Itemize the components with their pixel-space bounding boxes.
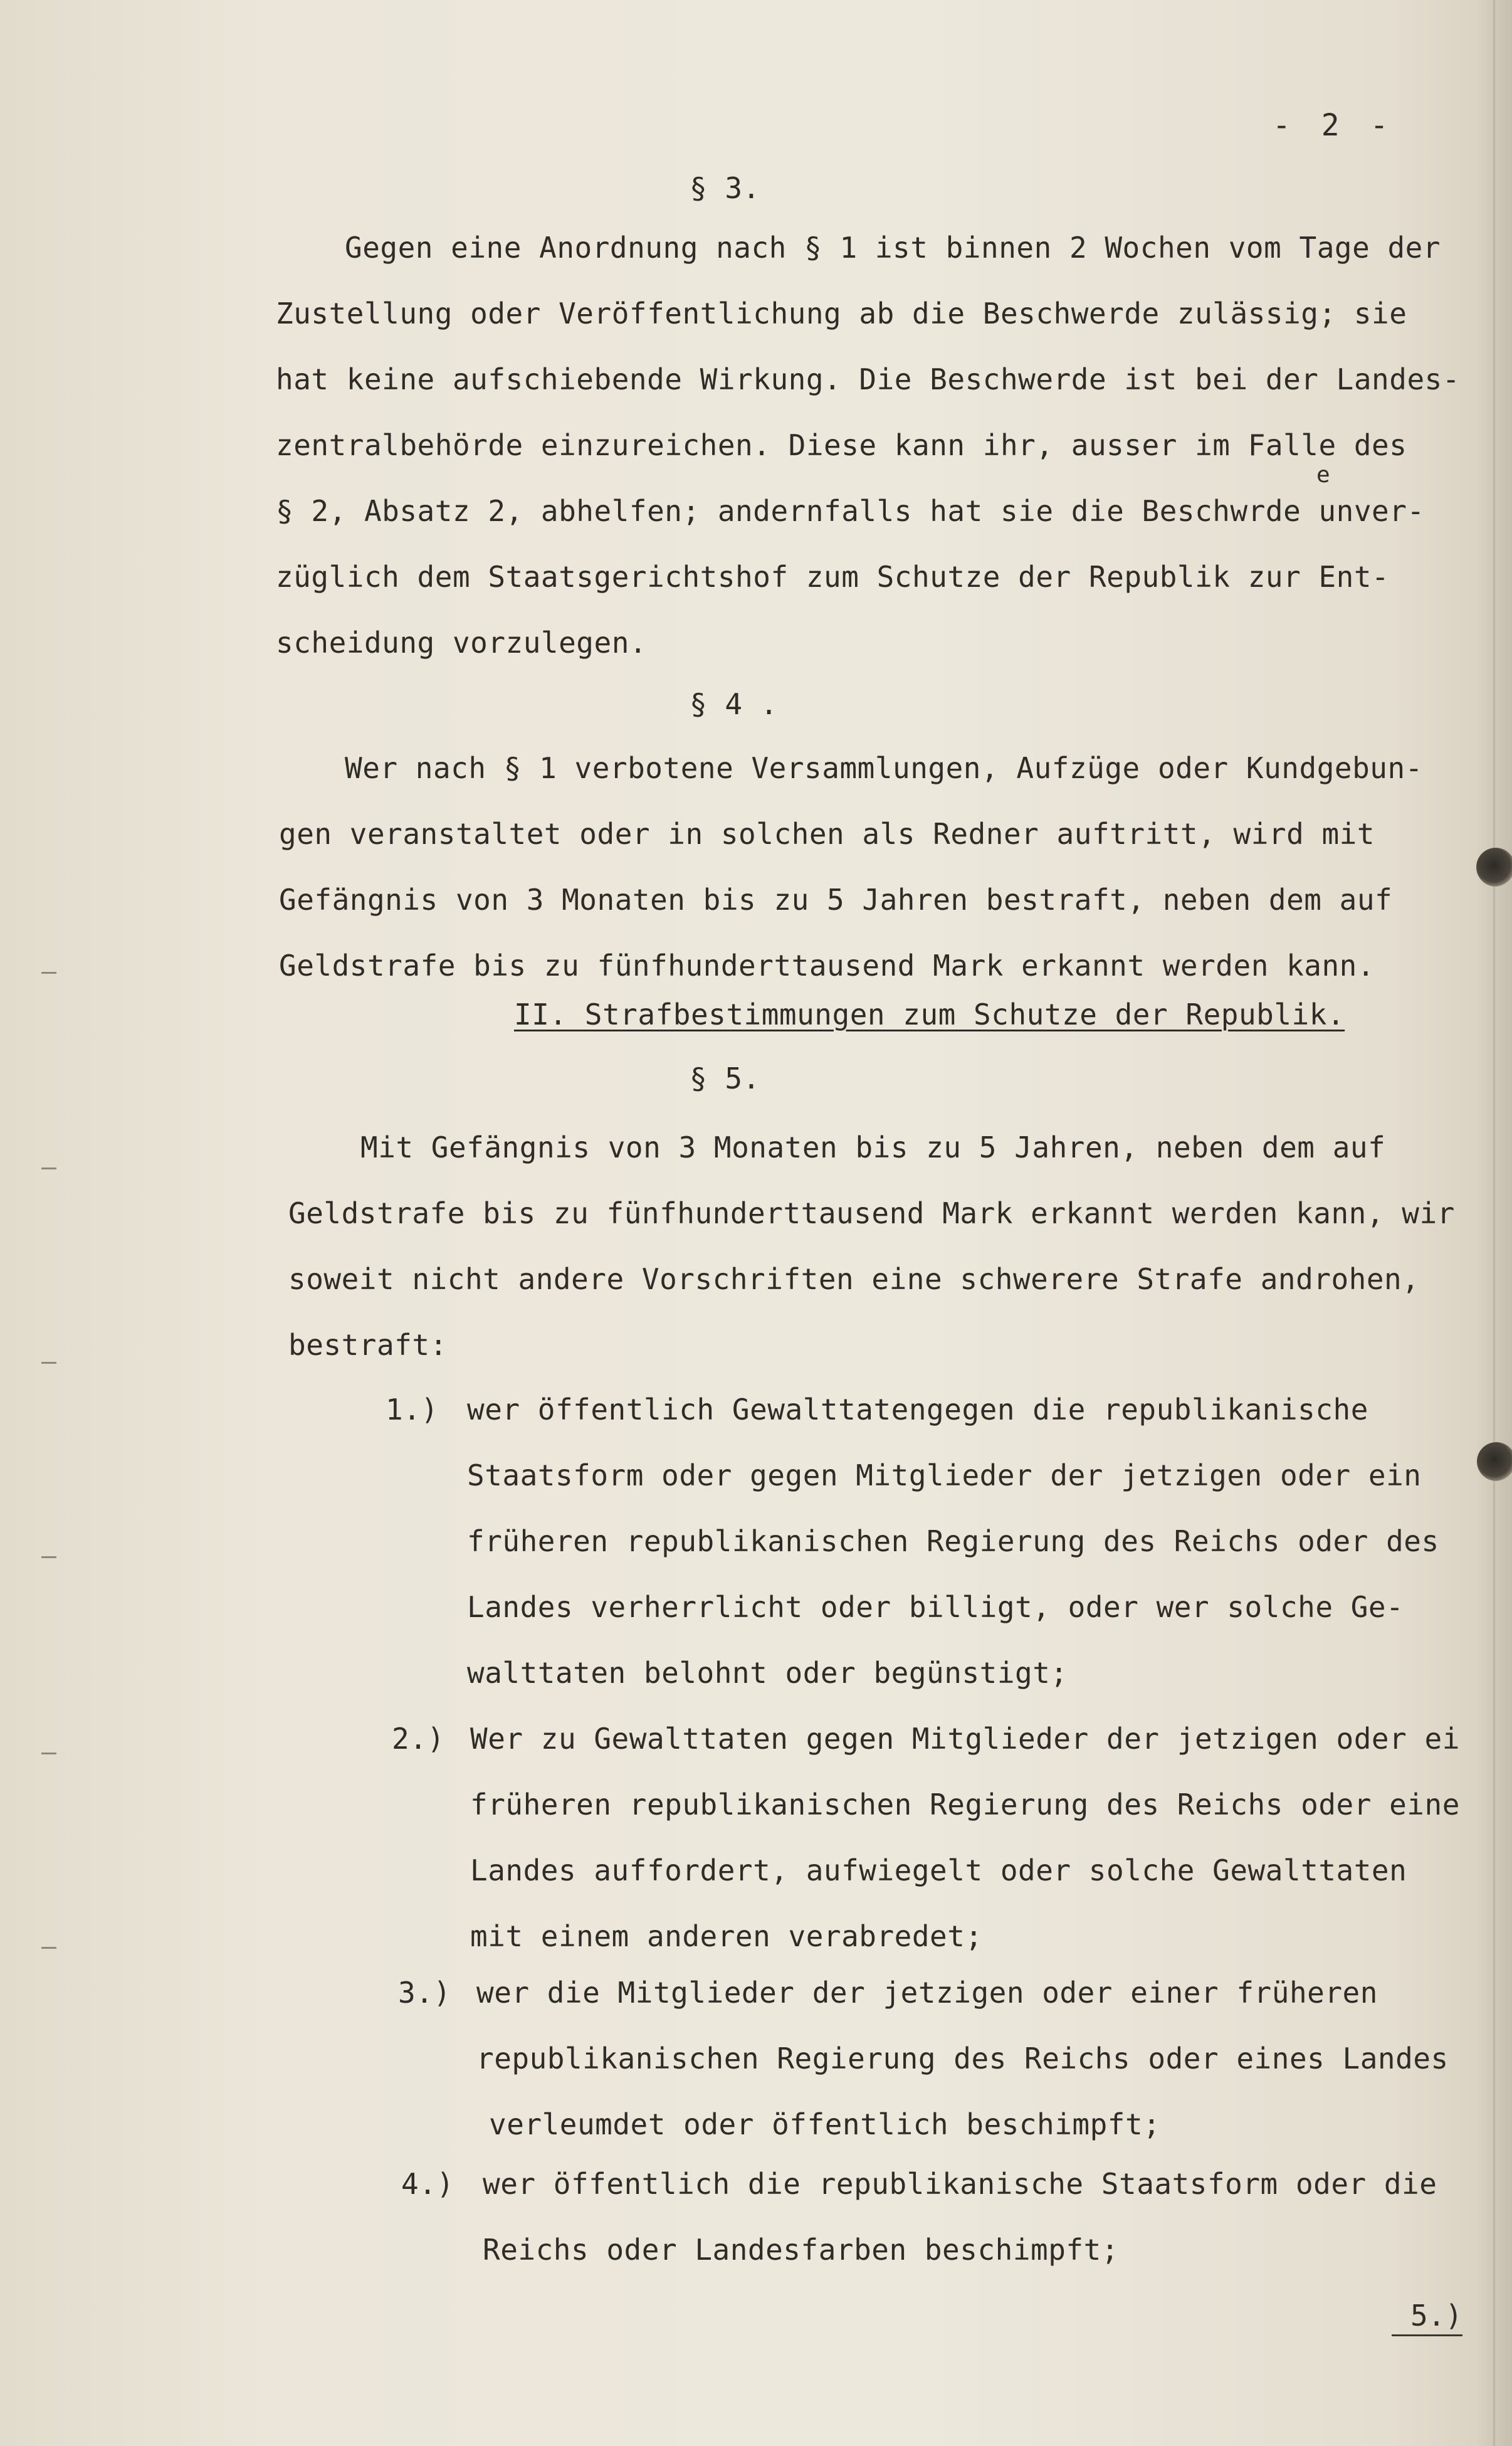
item-line: Landes auffordert, aufwiegelt oder solche Gewalttaten (470, 1853, 1407, 1887)
page-number: - 2 - (1273, 108, 1395, 143)
item-number: 4.) (401, 2167, 454, 2201)
item-line: verleumdet oder öffentlich beschimpft; (489, 2107, 1161, 2141)
item-line: Reichs oder Landesfarben beschimpft; (483, 2233, 1119, 2267)
margin-mark (41, 1556, 56, 1558)
item-line: Landes verherrlicht oder billigt, oder wer solche Ge- (467, 1590, 1404, 1624)
section-3-line: Gegen eine Anordnung nach § 1 ist binnen 2 Wochen vom Tage der (345, 231, 1441, 265)
item-number: 1.) (386, 1393, 439, 1426)
item-line: Staatsform oder gegen Mitglieder der jetzigen oder ein (467, 1458, 1422, 1492)
punch-hole-upper (1476, 848, 1512, 887)
section-4-line: gen veranstaltet oder in solchen als Redner auftritt, wird mit (279, 817, 1375, 851)
item-line: wer öffentlich Gewalttatengegen die republikanische (467, 1393, 1368, 1426)
section-4-line: Gefängnis von 3 Monaten bis zu 5 Jahren bestraft, neben dem auf (279, 883, 1393, 917)
section-4-line: Geldstrafe bis zu fünfhunderttausend Mark erkannt werden kann. (279, 949, 1375, 983)
item-line: mit einem anderen verabredet; (470, 1919, 983, 1953)
punch-hole-lower (1477, 1442, 1512, 1481)
handwritten-insertion: e (1316, 462, 1331, 488)
margin-mark (41, 1362, 56, 1364)
section-5-intro-line: bestraft: (288, 1328, 448, 1362)
item-line: Wer zu Gewalttaten gegen Mitglieder der jetzigen oder ei (470, 1722, 1460, 1756)
section-3-line: zentralbehörde einzureichen. Diese kann ihr, ausser im Falle des (276, 428, 1407, 462)
part-ii-heading: II. Strafbestimmungen zum Schutze der Republik. (514, 998, 1345, 1031)
section-3-line: scheidung vorzulegen. (276, 626, 648, 660)
continuation-reference: 5.) (1392, 2298, 1462, 2336)
item-line: wer die Mitglieder der jetzigen oder einer früheren (476, 1976, 1378, 2010)
section-4-heading: § 4 . (690, 687, 778, 721)
margin-mark (41, 972, 56, 974)
margin-mark (41, 1753, 56, 1754)
item-line: walttaten belohnt oder begünstigt; (467, 1656, 1068, 1690)
item-number: 3.) (398, 1976, 451, 2010)
section-5-heading: § 5. (690, 1062, 760, 1095)
section-3-heading: § 3. (690, 171, 760, 205)
item-line: früheren republikanischen Regierung des Reichs oder des (467, 1524, 1439, 1558)
page-fold-line (1493, 0, 1495, 2446)
section-5-intro-line: Geldstrafe bis zu fünfhunderttausend Mark erkannt werden kann, wir (288, 1196, 1455, 1230)
section-3-line: züglich dem Staatsgerichtshof zum Schutze der Republik zur Ent- (276, 560, 1390, 594)
section-3-line: § 2, Absatz 2, abhelfen; andernfalls hat sie die Beschwrde unver- (276, 494, 1425, 528)
section-5-intro-line: soweit nicht andere Vorschriften eine schwerere Strafe androhen, (288, 1262, 1420, 1296)
margin-mark (41, 1947, 56, 1949)
item-number: 2.) (392, 1722, 445, 1756)
item-line: früheren republikanischen Regierung des Reichs oder eine (470, 1788, 1460, 1821)
section-3-line: Zustellung oder Veröffentlichung ab die Beschwerde zulässig; sie (276, 297, 1407, 330)
margin-mark (41, 1168, 56, 1169)
section-4-line: Wer nach § 1 verbotene Versammlungen, Aufzüge oder Kundgebun- (345, 751, 1423, 785)
section-3-line: hat keine aufschiebende Wirkung. Die Beschwerde ist bei der Landes- (276, 362, 1461, 396)
item-line: wer öffentlich die republikanische Staatsform oder die (483, 2167, 1437, 2201)
item-line: republikanischen Regierung des Reichs oder eines Landes (476, 2042, 1449, 2075)
section-5-intro-line: Mit Gefängnis von 3 Monaten bis zu 5 Jahren, neben dem auf (360, 1131, 1386, 1164)
